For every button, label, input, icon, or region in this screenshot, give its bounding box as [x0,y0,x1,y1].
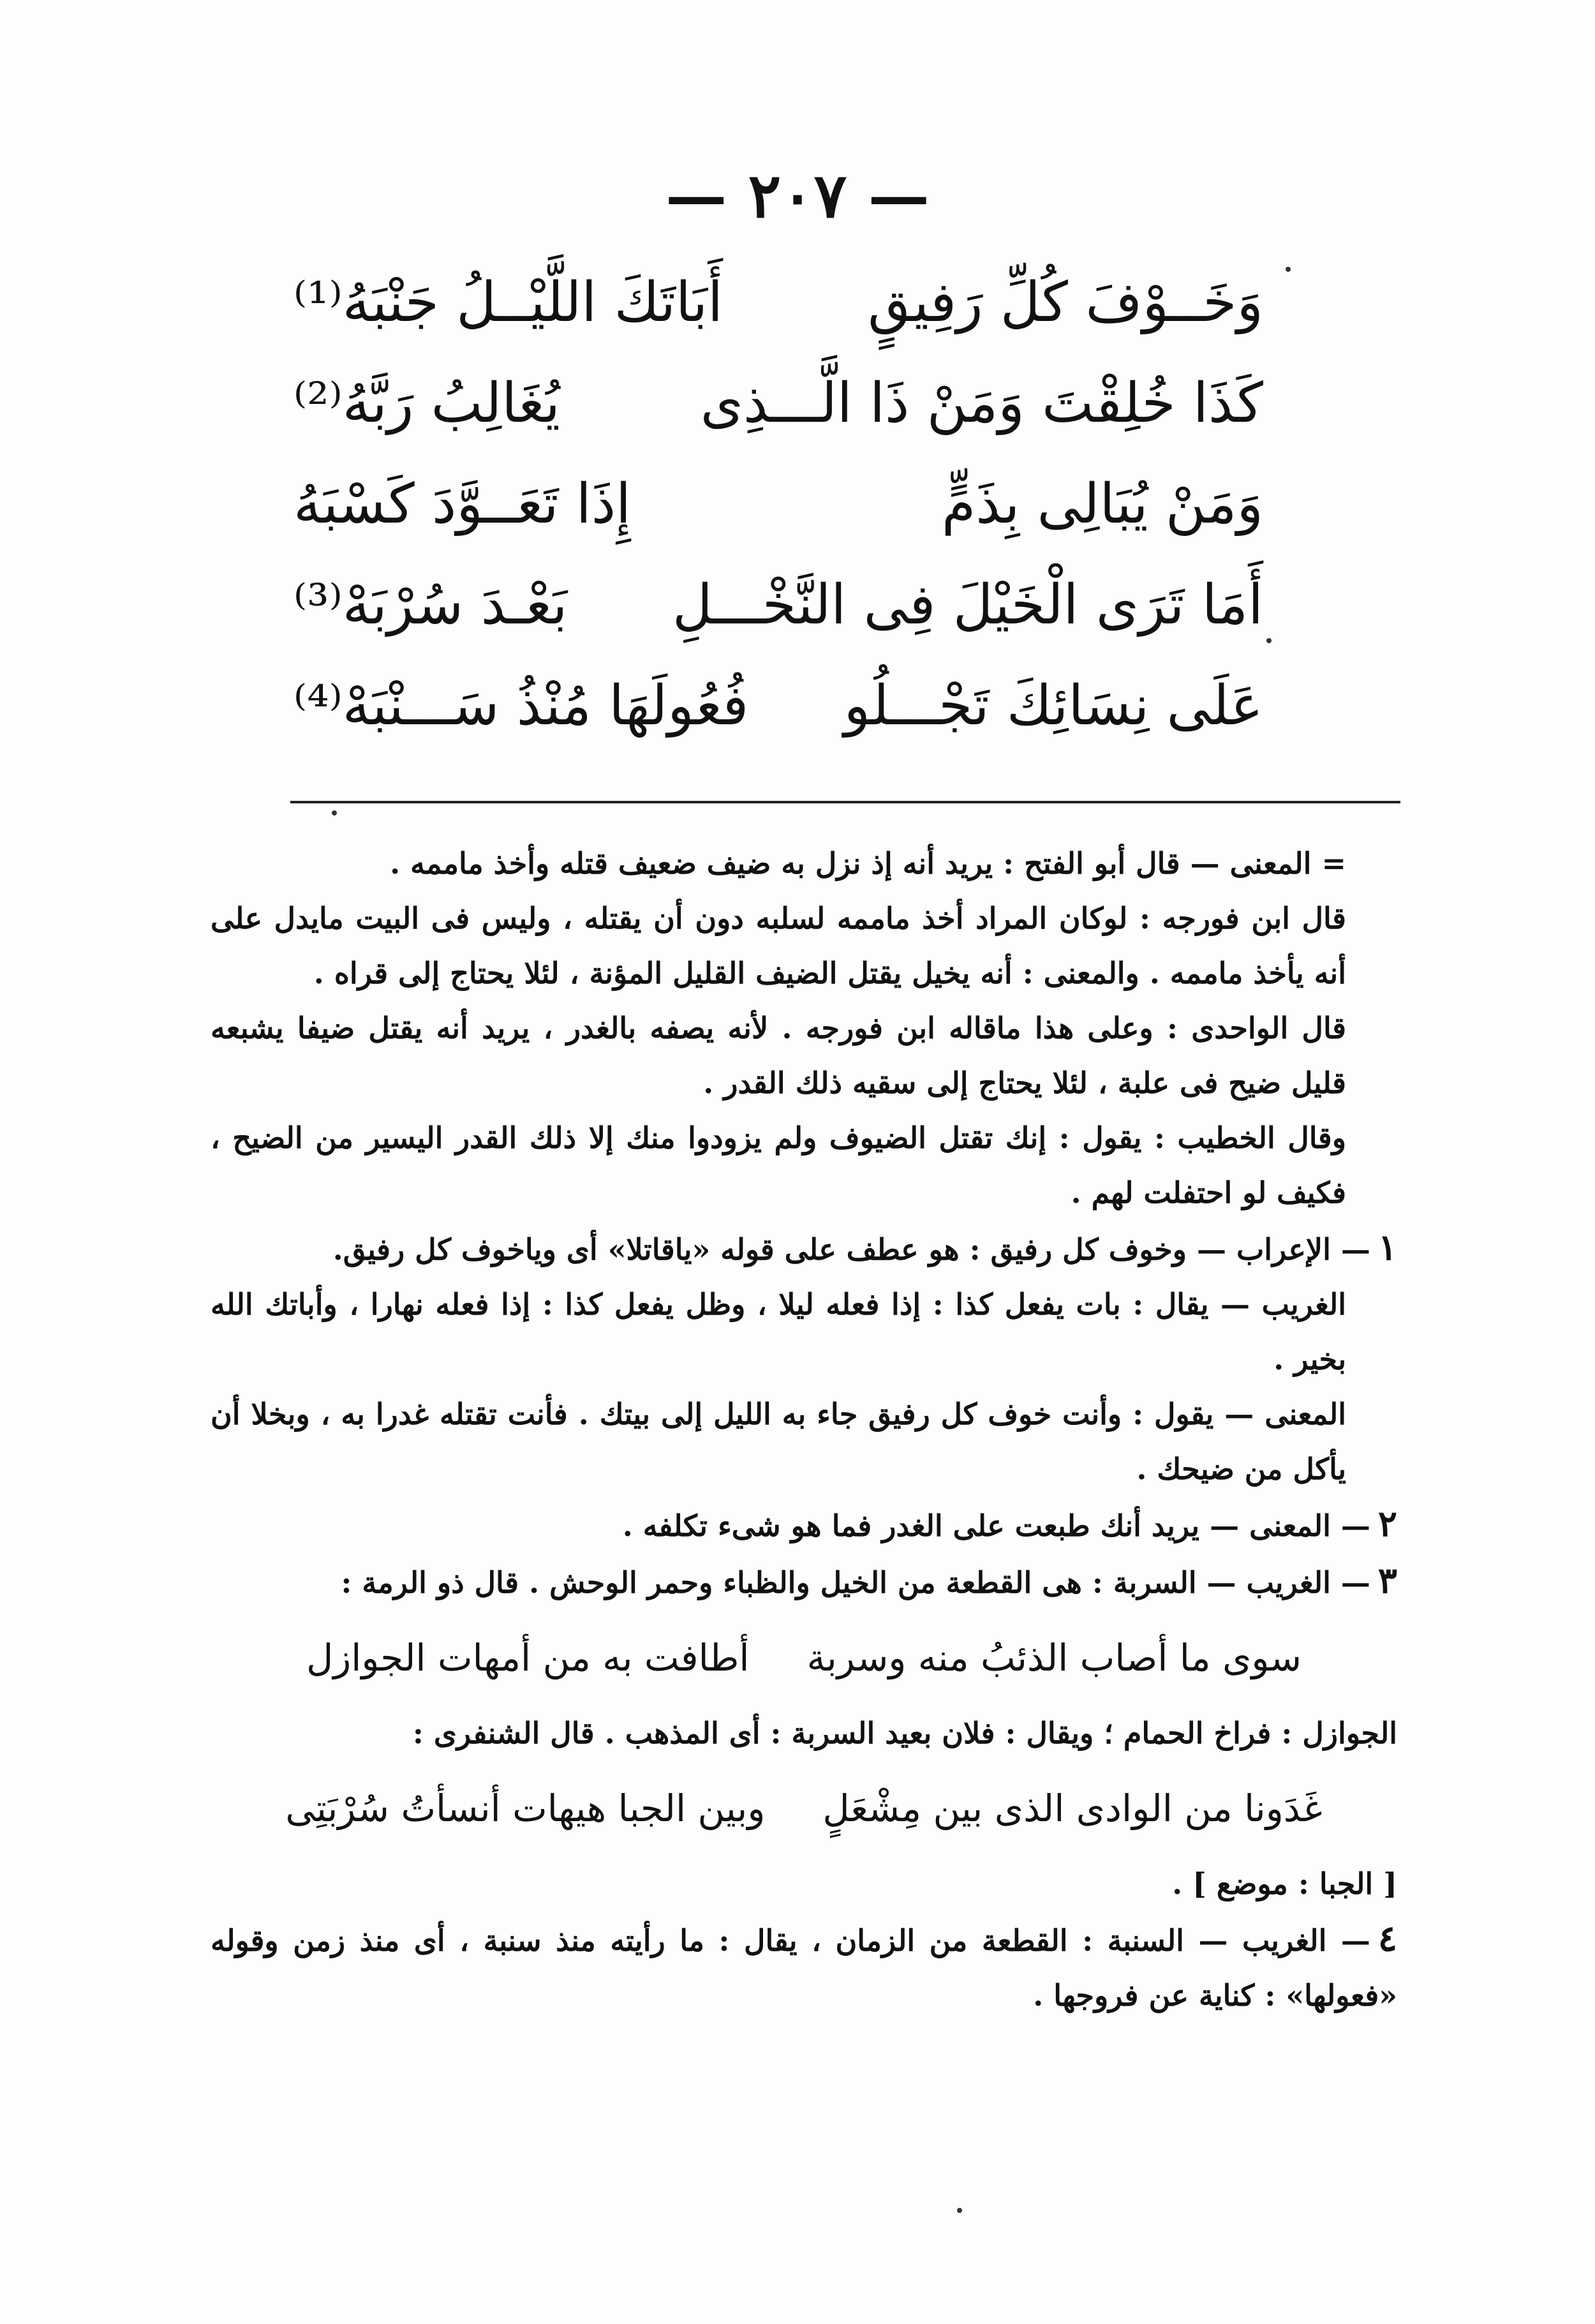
quoted-verse-first-hemistich: غَدَونا من الوادى الذى بين مِشْعَلٍ [822,1787,1323,1830]
verse-line [293,353,1263,454]
quoted-verse-second-hemistich: وبين الجبا هيهات أنسأتُ سُرْبَتِى [285,1787,766,1830]
quoted-verse-first-hemistich: سوى ما أصاب الذئبُ منه وسربة [806,1636,1302,1680]
verse-first-hemistich: وَخَــوْفَ كُلِّ رَفِيقٍ [868,271,1263,334]
verse-first-hemistich: عَلَى نِسَائِكَ تَجْـــلُو [843,674,1263,738]
quoted-verse-second-hemistich: أطافت به من أمهات الجوازل [306,1636,750,1680]
verse-line [293,252,1263,353]
footnote-number: ١ [1377,1226,1397,1269]
footnote-3 [211,1553,1397,1610]
quoted-verse [211,1761,1397,1856]
footnote-number: ٤ [1377,1918,1397,1960]
verse-second-hemistich: أَبَاتَكَ اللَّيْــلُ جَنْبَهُ⁽¹⁾ [293,271,723,334]
footnote-separator [290,801,1400,803]
footnote-text: — الإعراب — وخوف كل رفيق : هو عطف على قوله «ياقاتلا» أى وياخوف كل رفيق. [332,1232,1370,1267]
commentary-notes [211,836,1397,2023]
note-paragraph: الغريب — يقال : بات يفعل كذا : إذا فعله ليلا ، وظل يفعل كذا : إذا فعله نهارا ، وأباتك الله بخير . [211,1287,1346,1376]
footnote-text: — الغريب — السربة : هى القطعة من الخيل والظباء وحمر الوحش . قال ذو الرمة : [341,1565,1370,1600]
footnote-number: ٣ [1377,1560,1397,1602]
footnote-text: — الغريب — السنبة : القطعة من الزمان ، يقال : ما رأيته منذ سنبة ، أى منذ زمن وقوله «فعولها» : كناية عن فروجها . [211,1923,1397,2013]
verse-line [293,555,1263,655]
verse-first-hemistich: أَمَا تَرَى الْخَيْلَ فِى النَّخْـــلِ [672,573,1263,637]
note-paragraph: المعنى — يقول : وأنت خوف كل رفيق جاء به الليل إلى بيتك . فأنت تقتله غدرا به ، وبخلا أن يأكل من ضيحك . [211,1397,1346,1486]
verse-second-hemistich: يُغَالِبُ رَبَّهُ⁽²⁾ [293,371,560,435]
note-paragraph: = المعنى — قال أبو الفتح : يريد أنه إذ نزل به ضيف ضعيف قتله وأخذ ماممه . [390,846,1346,881]
verse-line [293,454,1263,555]
scan-speck [1286,267,1291,272]
verse-second-hemistich: فُعُولَهَا مُنْذُ سَـــنْبَهْ⁽⁴⁾ [293,674,749,738]
verse-first-hemistich: كَذَا خُلِقْتَ وَمَنْ ذَا الَّـــذِى [700,371,1263,435]
footnote-2 [211,1496,1397,1553]
footnote-text: — المعنى — يريد أنك طبعت على الغدر فما هو شىء تكلفه . [622,1508,1370,1543]
footnote-1 [211,1220,1397,1277]
scan-speck [1266,638,1272,643]
scan-speck [332,810,337,816]
quoted-verse [211,1610,1397,1706]
note-paragraph: وقال الخطيب : يقول : إنك تقتل الضيوف ولم يزودوا منك إلا ذلك القدر اليسير من الضيح ، فكيف لو احتفلت لهم . [211,1121,1346,1210]
footnote-4 [211,1911,1397,2023]
scan-speck [957,2208,962,2213]
note-paragraph: قال الواحدى : وعلى هذا ماقاله ابن فورجه . لأنه يصفه بالغدر ، يريد أنه يقتل ضيفا يشبعه قليل ضيح فى علبة ، لئلا يحتاج إلى سقيه ذلك القدر . [211,1011,1346,1100]
note-paragraph: قال ابن فورجه : لوكان المراد أخذ ماممه لسلبه دون أن يقتله ، وليس فى البيت مايدل على أنه يأخذ ماممه . والمعنى : أنه يخيل يقتل الضيف القليل المؤنة ، لئلا يحتاج إلى قراه . [211,901,1346,990]
verse-first-hemistich: وَمَنْ يُبَالِى بِذَمٍّ [941,472,1263,536]
verse-second-hemistich: إِذَا تَعَــوَّدَ كَسْبَهُ [293,472,632,536]
verse-line [293,655,1263,756]
footnote-number: ٢ [1377,1503,1397,1545]
note-paragraph: [ الجبا : موضع ] . [1172,1866,1397,1901]
verse-second-hemistich: بَعْـدَ سُرْبَهْ⁽³⁾ [293,573,568,637]
page-number: — ٢٠٧ — [665,160,930,232]
poem-verses [293,252,1263,756]
note-paragraph: الجوازل : فراخ الحمام ؛ ويقال : فلان بعيد السربة : أى المذهب . قال الشنفرى : [412,1716,1397,1750]
